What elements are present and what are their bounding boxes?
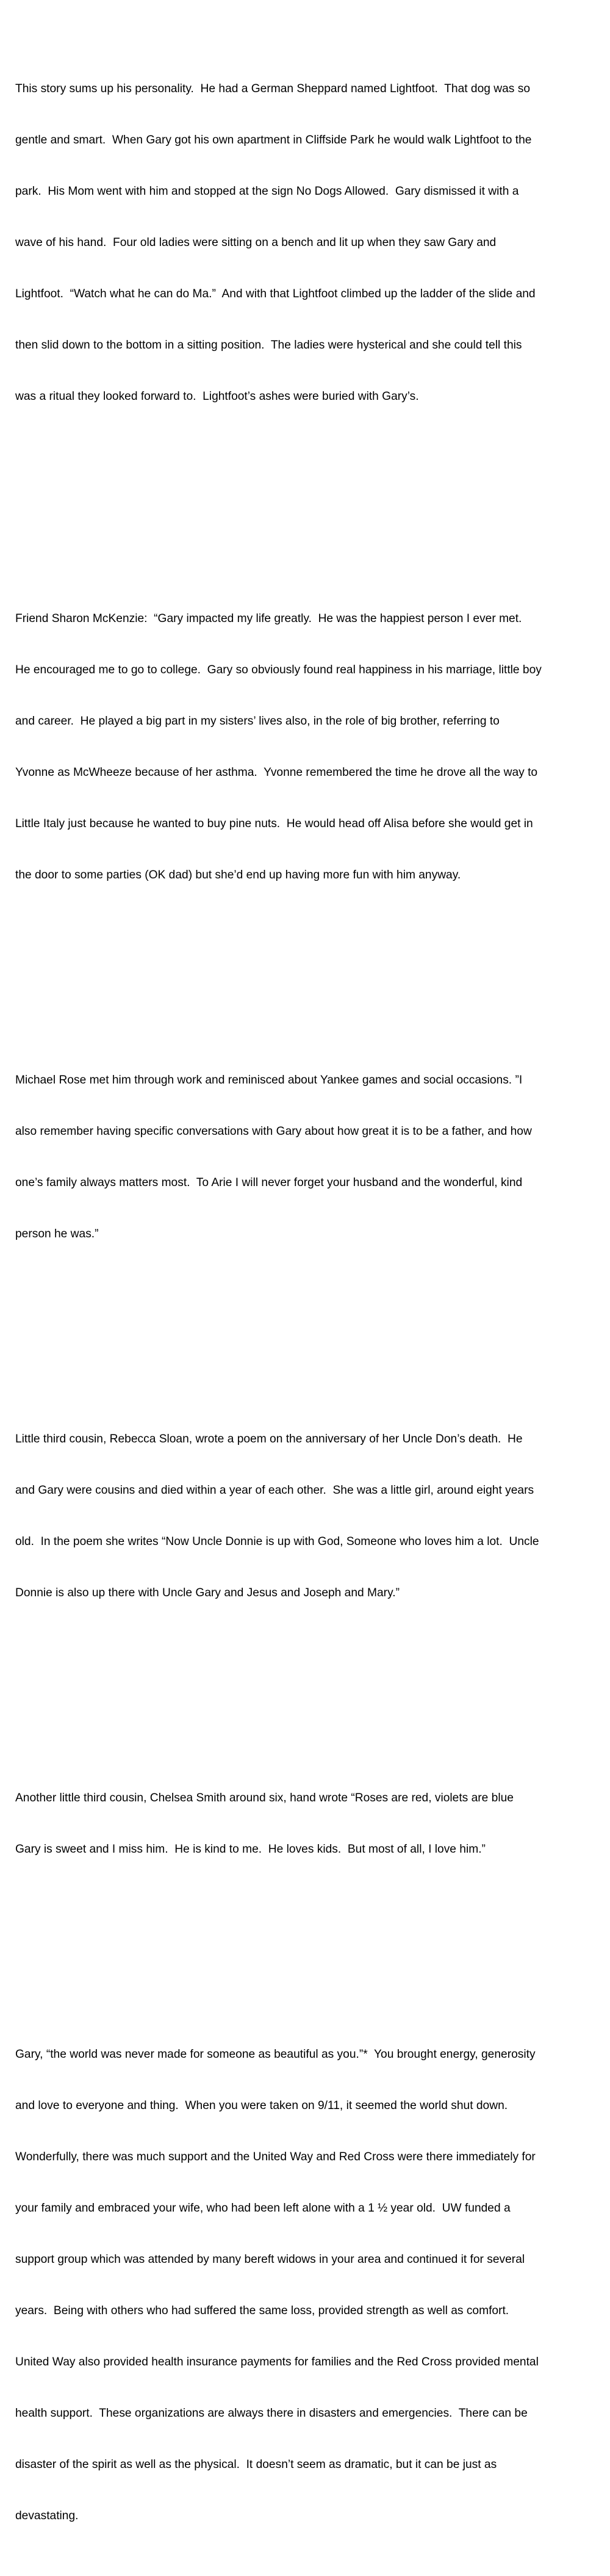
text-line: He encouraged me to go to college. Gary so obviously found real happiness in his marriage, little boy [15, 664, 542, 676]
text-line: years. Being with others who had suffered the same loss, provided strength as well as comfort. [15, 2304, 509, 2317]
text-line: disaster of the spirit as well as the physical. It doesn’t seem as dramatic, but it can be just as [15, 2458, 497, 2471]
document-page [15, 12, 601, 2576]
paragraph-spacer [15, 1944, 601, 1961]
text-line: person he was.” [15, 1228, 99, 1240]
paragraph-lightfoot-story [15, 46, 601, 440]
text-line: gentle and smart. When Gary got his own apartment in Cliffside Park he would walk Lightfoot to the [15, 134, 532, 147]
text-line: park. His Mom went with him and stopped at the sign No Dogs Allowed. Gary dismissed it with a [15, 185, 519, 198]
text-line: then slid down to the bottom in a sitting position. The ladies were hysterical and she could tell this [15, 339, 522, 352]
text-line: Gary is sweet and I miss him. He is kind to me. He loves kids. But most of all, I love him.” [15, 1843, 486, 1856]
text-line: health support. These organizations are always there in disasters and emergencies. There can be [15, 2407, 528, 2420]
text-line: Wonderfully, there was much support and the United Way and Red Cross were there immediately for [15, 2151, 536, 2163]
text-line: Donnie is also up there with Uncle Gary and Jesus and Joseph and Mary.” [15, 1586, 400, 1599]
paragraph-spacer [15, 969, 601, 986]
text-line: wave of his hand. Four old ladies were sitting on a bench and lit up when they saw Gary and [15, 236, 497, 249]
text-line: and love to everyone and thing. When you were taken on 9/11, it seemed the world shut down. [15, 2099, 508, 2112]
text-line: one’s family always matters most. To Arie I will never forget your husband and the wonderful, kind [15, 1176, 523, 1189]
text-line: and Gary were cousins and died within a year of each other. She was a little girl, around eight years [15, 1484, 534, 1497]
text-line: This story sums up his personality. He had a German Sheppard named Lightfoot. That dog was so [15, 82, 530, 95]
text-line: and career. He played a big part in my sisters’ lives also, in the role of big brother, referring to [15, 715, 500, 728]
text-line: Yvonne as McWheeze because of her asthma. Yvonne remembered the time he drove all the way to [15, 766, 538, 779]
text-line: Little third cousin, Rebecca Sloan, wrote a poem on the anniversary of her Uncle Don’s death. He [15, 1433, 523, 1445]
paragraph-spacer [15, 1328, 601, 1345]
text-line: Friend Sharon McKenzie: “Gary impacted my life greatly. He was the happiest person I ever met. [15, 612, 522, 625]
text-line: Lightfoot. “Watch what he can do Ma.” And with that Lightfoot climbed up the ladder of the slide and [15, 288, 536, 300]
text-line: devastating. [15, 2509, 79, 2522]
paragraph-michael-rose [15, 1038, 601, 1277]
text-line: the door to some parties (OK dad) but she’d end up having more fun with him anyway. [15, 869, 461, 881]
text-line: United Way also provided health insurance payments for families and the Red Cross provided mental [15, 2356, 539, 2368]
paragraph-tribute [15, 2012, 601, 2559]
text-line: also remember having specific conversations with Gary about how great it is to be a father, and how [15, 1125, 532, 1138]
text-line: Little Italy just because he wanted to buy pine nuts. He would head off Alisa before she would get in [15, 817, 533, 830]
paragraph-sharon-mckenzie [15, 576, 601, 918]
text-line: Michael Rose met him through work and reminisced about Yankee games and social occasions. ”I [15, 1074, 523, 1087]
text-line: Gary, “the world was never made for someone as beautiful as you.”* You brought energy, generosity [15, 2048, 536, 2061]
paragraph-rebecca-sloan [15, 1397, 601, 1636]
text-line: your family and embraced your wife, who had been left alone with a 1 ½ year old. UW funded a [15, 2202, 511, 2215]
paragraph-spacer [15, 1687, 601, 1704]
text-line: support group which was attended by many bereft widows in your area and continued it for several [15, 2253, 525, 2266]
text-line: Another little third cousin, Chelsea Smith around six, hand wrote “Roses are red, violets are blue [15, 1792, 514, 1804]
paragraph-chelsea-smith [15, 1756, 601, 1892]
text-line: old. In the poem she writes “Now Uncle Donnie is up with God, Someone who loves him a lot. Uncle [15, 1535, 539, 1548]
text-line: was a ritual they looked forward to. Lightfoot’s ashes were buried with Gary’s. [15, 390, 419, 403]
paragraph-spacer [15, 491, 601, 525]
